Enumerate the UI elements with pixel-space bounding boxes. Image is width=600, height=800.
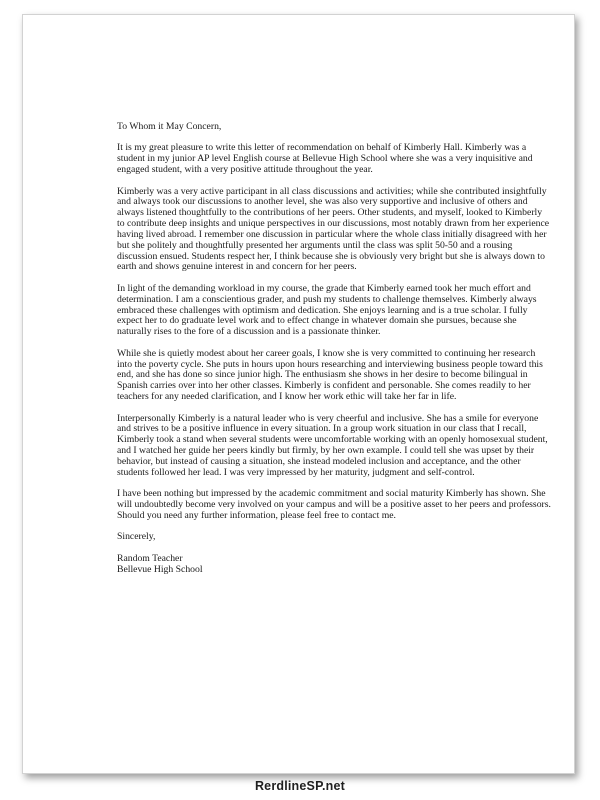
- letter-paragraph-leadership: Interpersonally Kimberly is a natural leader who is very cheerful and inclusive. She has a smile for everyone and strives to be a positive influence in every situation. In a group work situation in our class that I recall, Kimberly took a stand when several students were uncomfortable working with an openly homosexual student, and I watched her guide her peers kindly but firmly, by her own example. I could tell she was upset by their behavior, but instead of causing a situation, she instead modeled inclusion and acceptance, and the other students followed her lead. I was very impressed by her maturity, judgment and self-control.: [117, 412, 548, 478]
- letter-paragraph-intro: It is my great pleasure to write this letter of recommendation on behalf of Kimberly Hall. Kimberly was a student in my junior AP level English course at Bellevue High School where she was a very inquisitive and engaged student, with a very positive attitude throughout the year.: [117, 142, 533, 176]
- site-watermark: RerdlineSP.net: [254, 779, 346, 793]
- letter-signature: [117, 554, 551, 576]
- letter-closing: Sincerely,: [117, 531, 156, 543]
- signer-school: Bellevue High School: [117, 563, 203, 575]
- letter-paragraph-conclusion: I have been nothing but impressed by the academic commitment and social maturity Kimberly has shown. She will undoubtedly become very involved on your campus and will be a positive asset to her peers and professors. Should you need any further information, please feel free to contact me.: [117, 488, 551, 521]
- letter-paragraph-academics: In light of the demanding workload in my course, the grade that Kimberly earned took her much effort and determination. I am a conscientious grader, and push my students to challenge themselves. Kimberly always embraced these challenges with optimism and dedication. She enjoys learning and is a true scholar. I fully expect her to do graduate level work and to effect change in whatever domain she pursues, because she naturally rises to the fore of a discussion and is a passionate thinker.: [117, 282, 537, 338]
- letter-paragraph-participation: Kimberly was a very active participant in all class discussions and activities; while she contributed insightfully and always took our discussions to another level, she was also very supportive and inclusive of others and always listened thoughtfully to the contributions of her peers. Other students, and myself, looked to Kimberly to contribute deep insights and unique perspectives in our discussions, most notably drawn from her experience having lived abroad. I remember one discussion in particular where the whole class initially disagreed with her but she politely and thoughtfully presented her arguments until the class was split 50-50 and a rousing discussion ensued. Students respect her, I think because she is obviously very bright but she is always down to earth and shows genuine interest in and concern for her peers.: [117, 185, 550, 273]
- letter-page: [22, 14, 575, 774]
- letter-greeting: To Whom it May Concern,: [117, 121, 222, 132]
- letter-paragraph-goals: While she is quietly modest about her career goals, I know she is very committed to continuing her research into the poverty cycle. She puts in hours upon hours researching and interviewing business people toward this end, and she has done so since junior high. The enthusiasm she shows in her desire to become bilingual in Spanish carries over into her other classes. Kimberly is confident and personable. She comes readily to her teachers for any needed clarification, and I know her work ethic will take her far in life.: [117, 347, 543, 403]
- recommendation-letter: [117, 122, 551, 575]
- signer-name: Random Teacher: [117, 552, 183, 564]
